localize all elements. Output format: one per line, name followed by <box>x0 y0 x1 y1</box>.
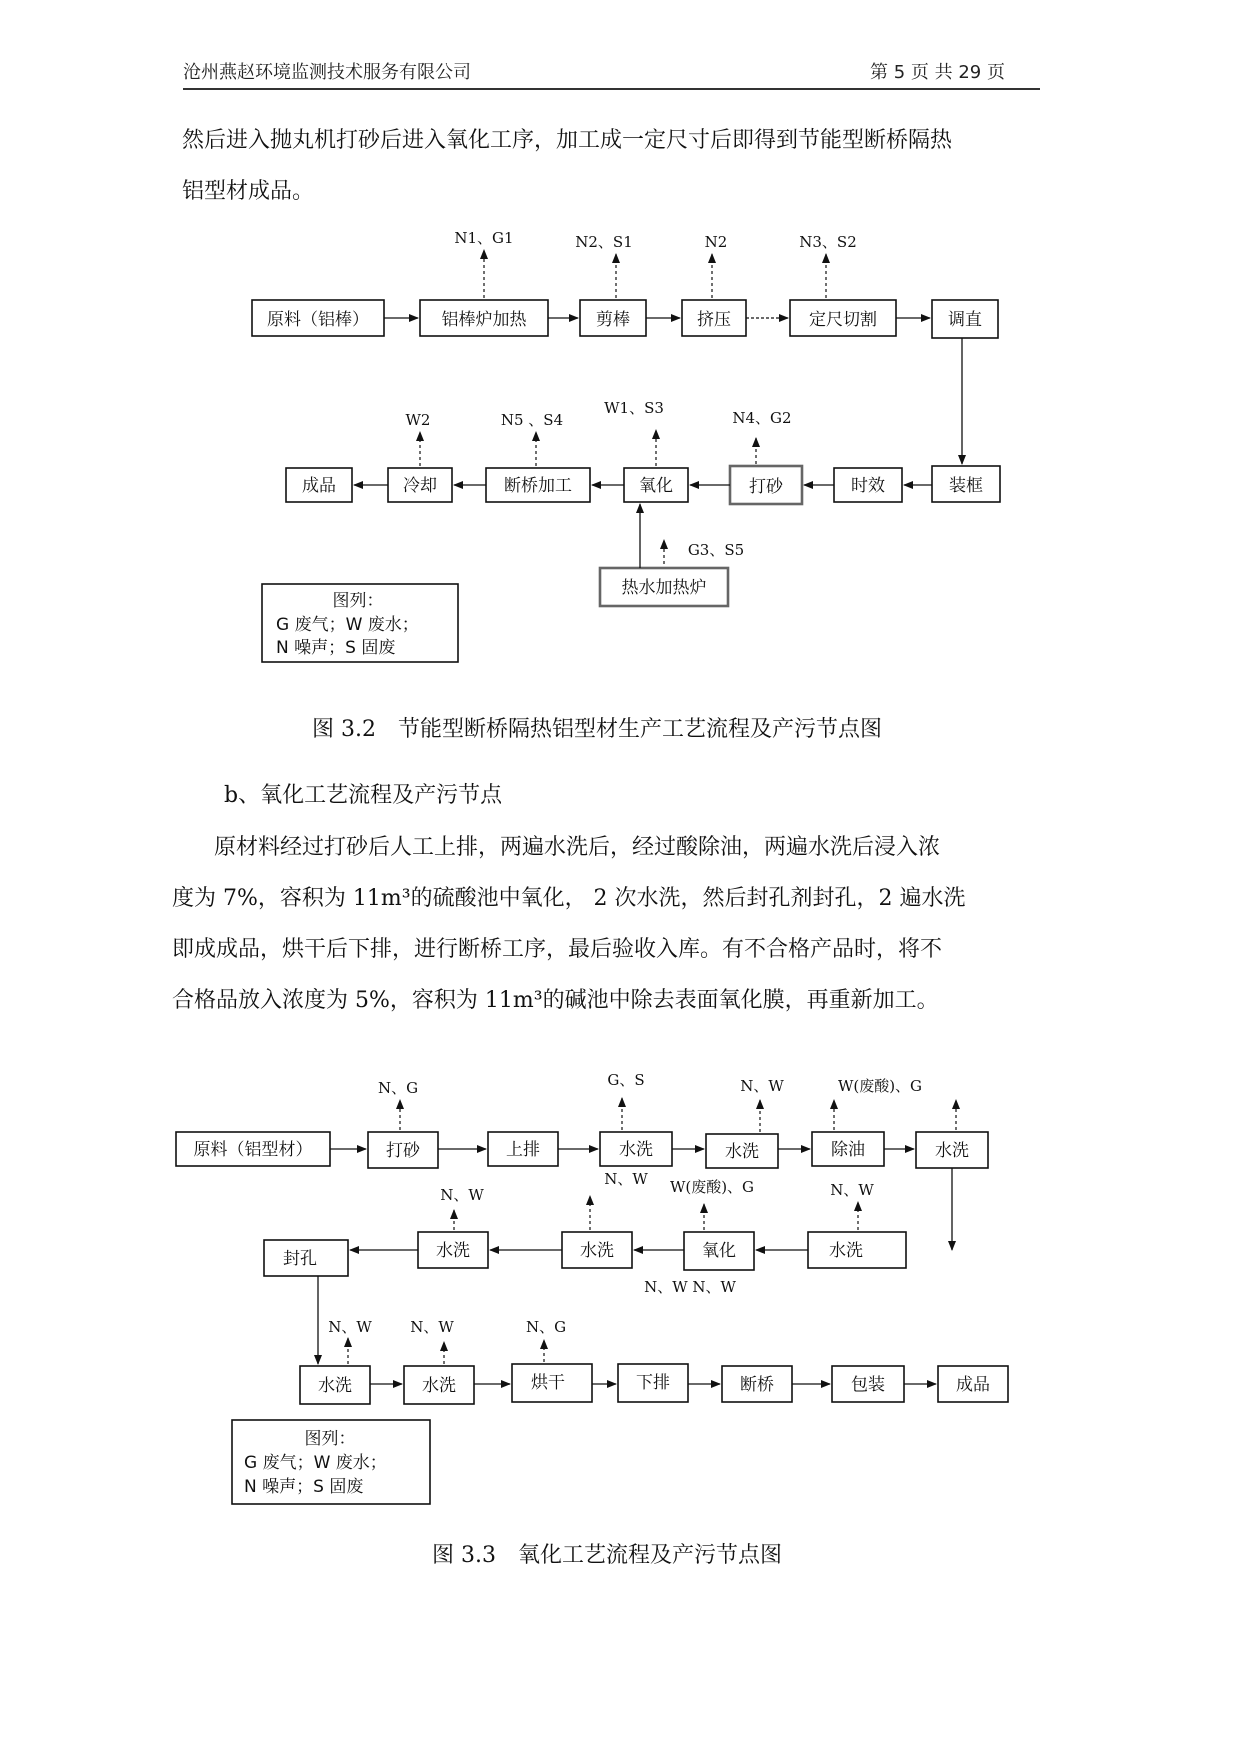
section-b-line: 原材料经过打砂后人工上排，两遍水洗后，经过酸除油，两遍水洗后浸入浓 <box>214 835 941 860</box>
node2-wash3: 水洗 <box>935 1141 969 1161</box>
header-page: 第 5 页 共 29 页 <box>870 62 1005 83</box>
tag-size-cut: N3、S2 <box>799 233 857 251</box>
intro-paragraph <box>182 115 1047 217</box>
node-raw-al-rod: 原料（铝棒） <box>267 310 369 330</box>
node2-product: 成品 <box>956 1375 990 1395</box>
section-b-title <box>182 770 1047 821</box>
node2-pack: 包装 <box>851 1375 885 1395</box>
figure-3-3-caption: 图 3.3 氧化工艺流程及产污节点图 <box>432 1543 782 1568</box>
node-bridge-process: 断桥加工 <box>504 476 572 496</box>
tag-rod-heat: N1、G1 <box>454 229 514 247</box>
tag2-wash1: G、S <box>607 1071 645 1089</box>
tag-sand: N4、G2 <box>732 409 792 427</box>
tag2-wash7: N、W <box>328 1318 372 1336</box>
node2-rack: 上排 <box>506 1140 540 1160</box>
tag2-wash2: N、W <box>740 1077 784 1095</box>
node-frame: 装框 <box>949 476 983 496</box>
tag-hot-water-boiler: G3、S5 <box>687 541 745 559</box>
legend-line2-1: N 噪声；S 固废 <box>276 638 396 658</box>
node2-seal: 封孔 <box>283 1249 317 1269</box>
node-sand: 打砂 <box>749 477 783 497</box>
section-b-line: 合格品放入浓度为 5%，容积为 11m³的碱池中除去表面氧化膜，再重新加工。 <box>172 988 939 1013</box>
tag2-wash8: N、W <box>410 1318 454 1336</box>
node2-raw-profile: 原料（铝型材） <box>193 1140 313 1160</box>
tag2-degrease: W(废酸)、G <box>837 1077 923 1095</box>
section-b-paragraph <box>172 822 1047 1026</box>
tag2-dry: N、G <box>525 1318 567 1336</box>
tag-extrude: N2 <box>704 233 728 251</box>
node2-wash4: 水洗 <box>829 1241 863 1261</box>
node-rod-heat: 铝棒炉加热 <box>441 310 527 330</box>
legend-title-1: 图列： <box>332 591 384 611</box>
section-b-line: 度为 7%，容积为 11m³的硫酸池中氧化， 2 次水洗，然后封孔剂封孔，2 遍水洗 <box>172 886 966 911</box>
header-rule <box>183 88 1040 90</box>
node2-unrack: 下排 <box>636 1373 670 1393</box>
node2-dry: 烘干 <box>531 1373 565 1393</box>
figure-3-2-caption: 图 3.2 节能型断桥隔热铝型材生产工艺流程及产污节点图 <box>312 717 882 742</box>
node-cool: 冷却 <box>403 476 437 496</box>
node2-wash1: 水洗 <box>619 1140 653 1160</box>
node2-wash8: 水洗 <box>422 1376 456 1396</box>
section-b-line: 即成成品，烘干后下排，进行断桥工序，最后验收入库。有不合格产品时，将不 <box>172 937 943 962</box>
header-company: 沧州燕赵环境监测技术服务有限公司 <box>183 62 471 83</box>
tag2-wash6: N、W <box>440 1186 484 1204</box>
node2-wash2: 水洗 <box>725 1142 759 1162</box>
tag-oxidize: W1、S3 <box>604 399 664 417</box>
node-product: 成品 <box>302 476 336 496</box>
node2-wash7: 水洗 <box>318 1376 352 1396</box>
tag-bridge-process: N5 、S4 <box>500 411 564 429</box>
tag2-oxidize-below: N、W N、W <box>644 1278 736 1296</box>
intro-line: 铝型材成品。 <box>182 179 315 204</box>
tag2-sand: N、G <box>377 1079 419 1097</box>
legend-line1-2: G 废气；W 废水； <box>244 1453 387 1473</box>
node-aging: 时效 <box>851 476 885 496</box>
node2-bridge: 断桥 <box>740 1375 774 1395</box>
node-size-cut: 定尺切割 <box>809 310 877 330</box>
section-b-heading: b、氧化工艺流程及产污节点 <box>224 783 503 808</box>
node2-oxidize: 氧化 <box>702 1241 736 1261</box>
tag2-oxidize: W(废酸)、G <box>669 1178 755 1196</box>
node-oxidize: 氧化 <box>639 476 673 496</box>
legend-line2-2: N 噪声；S 固废 <box>244 1477 364 1497</box>
figure-3-2-flowchart <box>0 220 1240 680</box>
legend-line1-1: G 废气；W 废水； <box>276 615 419 635</box>
node2-wash5: 水洗 <box>580 1241 614 1261</box>
figure-3-3-flowchart <box>0 1060 1240 1520</box>
tag2-wash5: N、W <box>604 1170 648 1188</box>
node-extrude: 挤压 <box>697 310 731 330</box>
tag-cut-rod: N2、S1 <box>575 233 633 251</box>
tag-cool: W2 <box>405 411 431 429</box>
node2-sand: 打砂 <box>386 1141 420 1161</box>
node-hot-water-boiler: 热水加热炉 <box>621 578 707 598</box>
node-straighten: 调直 <box>948 310 982 330</box>
node2-wash6: 水洗 <box>436 1241 470 1261</box>
legend-title-2: 图列： <box>304 1429 356 1449</box>
node2-degrease: 除油 <box>831 1140 865 1160</box>
intro-line: 然后进入抛丸机打砂后进入氧化工序，加工成一定尺寸后即得到节能型断桥隔热 <box>182 128 953 153</box>
node-cut-rod: 剪棒 <box>596 310 630 330</box>
tag2-wash4: N、W <box>830 1181 874 1199</box>
